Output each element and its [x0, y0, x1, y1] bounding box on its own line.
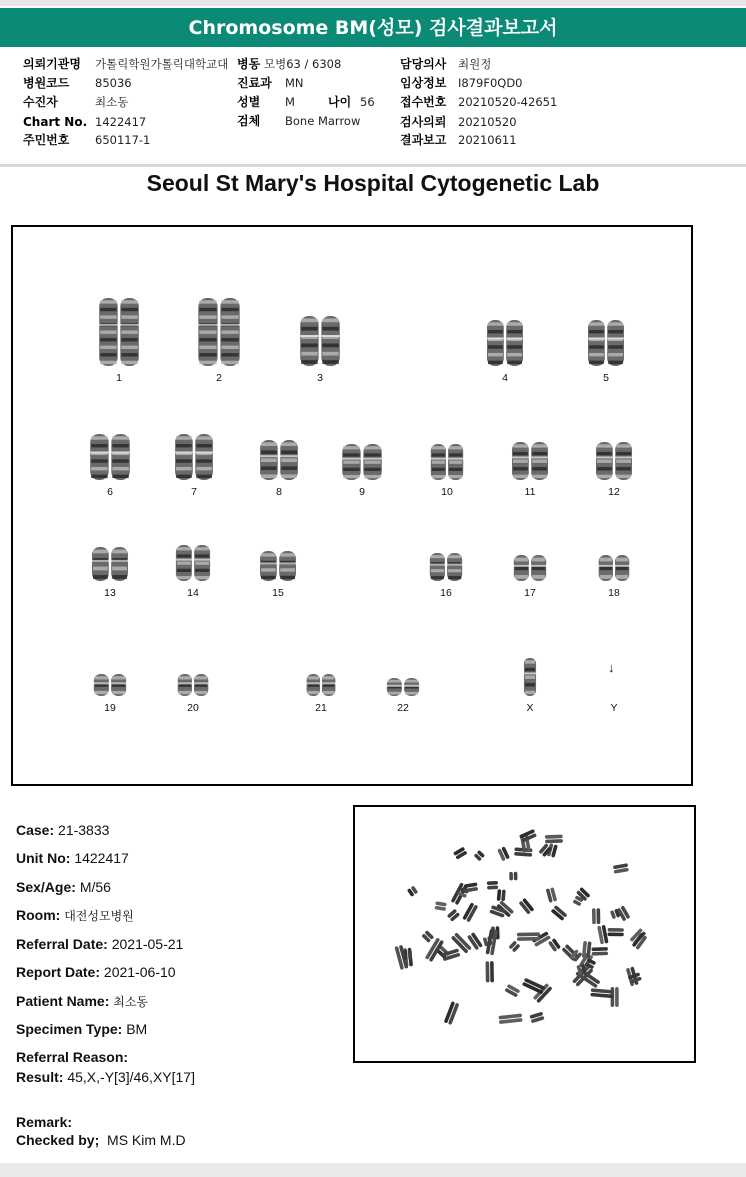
chromosome-pair-9 — [340, 444, 384, 480]
specimen-type-row — [16, 1021, 147, 1037]
chromosome-label-3: 3 — [317, 372, 323, 384]
chromosome-label-7: 7 — [191, 486, 197, 498]
chromosome-pair-1 — [97, 298, 141, 366]
report-date-value: 2021-06-10 — [103, 964, 176, 980]
bottom-bar — [0, 1163, 746, 1177]
chromosome-pair-10 — [429, 444, 465, 480]
specimen-type-label: Specimen Type: — [16, 1021, 123, 1037]
chromosome-label-17: 17 — [524, 587, 536, 599]
chromosome-label-5: 5 — [603, 372, 609, 384]
checked-by-value: MS Kim M.D — [107, 1132, 186, 1148]
hdr-value-sex: M — [285, 95, 295, 109]
chromosome-pair-6 — [88, 434, 132, 480]
room-value: 대전성모병원 — [64, 909, 134, 923]
chromosome-label-21: 21 — [315, 702, 327, 714]
chromosome-pair-21 — [305, 674, 337, 696]
chromosome-pair-14 — [174, 545, 212, 581]
header-separator — [0, 164, 746, 167]
hdr-value-ward: 모병63 / 6308 — [264, 57, 342, 71]
chromosome-label-19: 19 — [104, 702, 116, 714]
patient-name-value: 최소동 — [113, 995, 149, 1009]
room-label: Room: — [16, 907, 61, 923]
chromosome-pair-19 — [92, 674, 128, 696]
chromosome-label-x: X — [526, 702, 534, 714]
case-row — [16, 822, 109, 838]
chromosome-pair-3 — [298, 316, 342, 366]
hdr-value-test-request: 20210520 — [458, 115, 517, 129]
chromosome-pair-17 — [512, 555, 548, 581]
chromosome-label-1: 1 — [116, 372, 122, 384]
sex-age-value: M/56 — [79, 879, 111, 895]
hdr-label-physician: 담당의사 — [400, 57, 447, 71]
chromosome-label-4: 4 — [502, 372, 508, 384]
chromosome-pair-8 — [258, 440, 300, 480]
hdr-value-hospital-code: 85036 — [95, 76, 132, 90]
hdr-label-hospital-code: 병원코드 — [23, 76, 70, 90]
patient-name-label: Patient Name: — [16, 993, 110, 1009]
report-title: Chromosome BM(성모) 검사결과보고서 — [0, 8, 746, 47]
chromosome-label-8: 8 — [276, 486, 282, 498]
chromosome-label-13: 13 — [104, 587, 116, 599]
chromosome-label-11: 11 — [524, 486, 536, 498]
karyogram-panel — [11, 225, 693, 786]
checked-by-label: Checked by; — [16, 1132, 100, 1148]
chromosome-label-16: 16 — [440, 587, 452, 599]
remark-label: Remark: — [16, 1114, 73, 1130]
case-label: Case: — [16, 822, 55, 838]
lab-title: Seoul St Mary's Hospital Cytogenetic Lab — [146, 170, 600, 196]
result-value: 45,X,-Y[3]/46,XY[17] — [67, 1069, 195, 1085]
hdr-value-clinical-info: I879F0QD0 — [458, 76, 523, 90]
remark-row — [16, 1114, 72, 1130]
hdr-label-department: 진료과 — [237, 76, 272, 90]
patient-name-row — [16, 993, 148, 1010]
hdr-label-chart-no: Chart No. — [23, 115, 88, 129]
chromosome-pair-7 — [173, 434, 215, 480]
chromosome-label-10: 10 — [441, 486, 453, 498]
referral-date-value: 2021-05-21 — [111, 936, 184, 952]
hdr-value-chart-no: 1422417 — [95, 115, 147, 129]
chromosome-pair-5 — [586, 320, 626, 366]
chromosome-pair-x — [519, 658, 541, 696]
chromosome-pair-16 — [428, 553, 464, 581]
hdr-value-specimen: Bone Marrow — [285, 114, 361, 128]
hdr-value-age: 56 — [360, 95, 375, 109]
chromosome-pair-18 — [597, 555, 631, 581]
result-row — [16, 1069, 195, 1085]
hdr-label-clinical-info: 임상정보 — [400, 76, 447, 90]
chromosome-pair-2 — [196, 298, 242, 366]
report-date-label: Report Date: — [16, 964, 101, 980]
unit-no-row — [16, 850, 129, 866]
specimen-type-value: BM — [126, 1021, 148, 1037]
hdr-value-reception-no: 20210520-42651 — [458, 95, 558, 109]
referral-date-label: Referral Date: — [16, 936, 108, 952]
hdr-value-department: MN — [285, 76, 304, 90]
referral-reason-row — [16, 1049, 128, 1065]
hdr-label-resident-no: 주민번호 — [23, 133, 70, 147]
chromosome-label-y: Y — [610, 702, 618, 714]
unit-no-value: 1422417 — [74, 850, 129, 866]
chromosome-label-9: 9 — [359, 486, 365, 498]
chromosome-label-6: 6 — [107, 486, 113, 498]
chromosome-pair-20 — [176, 674, 210, 696]
room-row — [16, 907, 134, 924]
hdr-value-physician: 최원정 — [458, 57, 492, 71]
report-date-row — [16, 964, 176, 980]
chromosome-label-22: 22 — [397, 702, 409, 714]
hdr-label-patient: 수진자 — [23, 95, 58, 109]
sex-age-label: Sex/Age: — [16, 879, 76, 895]
hdr-label-result-report: 결과보고 — [400, 133, 447, 147]
unit-no-label: Unit No: — [16, 850, 71, 866]
hdr-label-institution: 의뢰기관명 — [23, 57, 81, 71]
hdr-value-resident-no: 650117-1 — [95, 133, 151, 147]
missing-y-arrow-icon: ↓ — [608, 660, 615, 675]
top-bar — [0, 0, 746, 6]
metaphase-spread-image — [353, 805, 696, 1063]
chromosome-label-12: 12 — [608, 486, 620, 498]
chromosome-label-14: 14 — [187, 587, 199, 599]
hdr-label-specimen: 검체 — [237, 114, 261, 128]
chromosome-pair-11 — [510, 442, 550, 480]
hdr-label-sex: 성별 — [237, 95, 261, 109]
case-value: 21-3833 — [58, 822, 110, 838]
chromosome-pair-15 — [258, 551, 298, 581]
chromosome-label-15: 15 — [272, 587, 284, 599]
metaphase-chromosomes — [355, 807, 694, 1061]
hdr-label-age: 나이 — [328, 95, 352, 109]
chromosome-label-20: 20 — [187, 702, 199, 714]
hdr-value-result-report: 20210611 — [458, 133, 517, 147]
hdr-value-institution: 가톨릭학원가톨릭대학교대 — [95, 57, 229, 71]
chromosome-pair-13 — [90, 547, 130, 581]
referral-date-row — [16, 936, 183, 952]
chromosome-label-18: 18 — [608, 587, 620, 599]
hdr-label-ward: 병동 — [237, 57, 261, 71]
chromosome-pair-12 — [594, 442, 634, 480]
hdr-label-test-request: 검사의뢰 — [400, 115, 447, 129]
referral-reason-label: Referral Reason: — [16, 1049, 129, 1065]
result-label: Result: — [16, 1069, 64, 1085]
chromosome-label-2: 2 — [216, 372, 222, 384]
hdr-label-reception-no: 접수번호 — [400, 95, 447, 109]
chromosome-pair-22 — [385, 678, 421, 696]
hdr-value-patient: 최소동 — [95, 95, 129, 109]
chromosome-pair-4 — [485, 320, 525, 366]
sex-age-row — [16, 879, 111, 895]
checked-by-row — [16, 1132, 186, 1148]
